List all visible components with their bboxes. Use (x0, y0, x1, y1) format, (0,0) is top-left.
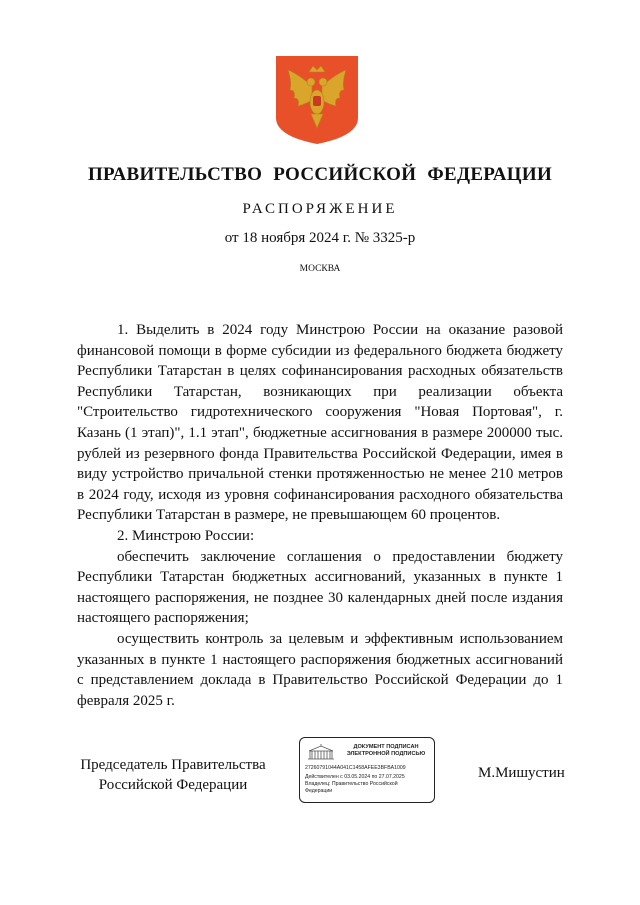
stamp-heading (340, 744, 432, 758)
paragraph-1: 1. Выделить в 2024 году Минстрою России на оказание разовой финансовой помощи в форме субсидии из федерального бюджета бюджету Республики Татарстан в целях софинансирования расходных обязательств Республики Татарстан, возникающих при реализации объекта "Строительство гидротехнического сооружения "Новая Портовая", г. Казань (1 этап)", 1.1 этап", бюджетные ассигнования в размере 200000 тыс. рублей из резервного фонда Правительства Российской Федерации, имея в виду устройство причальной стенки протяженностью не менее 210 метров в 2024 году, исходя из уровня софинансирования расходного обязательства Республики Татарстан в размере, не превышающем 60 процентов. (77, 322, 563, 524)
signer-position (78, 755, 268, 795)
eagle-head-left (307, 78, 315, 86)
paragraph-4: осуществить контроль за целевым и эффективным использованием указанных в пункте 1 настоящего распоряжения бюджетных ассигнований с представлением доклада в Правительство Российской Федерации до 1 февраля 2025 г. (77, 630, 563, 709)
stamp-validity: Действителен с 03.05.2024 по 27.07.2025 (305, 774, 405, 780)
eagle-head-right (319, 78, 327, 86)
paragraph-3: обеспечить заключение соглашения о предоставлении бюджету Республики Татарстан бюджетных ассигнований, указанных в пункте 1 настоящего распоряжения, не позднее 30 календарных дней после издания настоящего распоряжения; (77, 548, 563, 627)
signer-name: М.Мишустин (478, 765, 565, 781)
coat-of-arms-emblem (276, 56, 358, 144)
paragraph-2: 2. Минстрою России: (117, 527, 255, 544)
document-city: МОСКВА (299, 264, 341, 274)
government-building-icon (306, 743, 336, 761)
signer-position-line-2: Российской Федерации (98, 777, 248, 793)
stamp-owner-line-2: Федерации (305, 788, 333, 794)
stamp-certificate: 27260791044A041C1458AFEE3BFBA1009 (305, 765, 406, 771)
document-type: РАСПОРЯЖЕНИЕ (242, 201, 398, 217)
signer-position-line-1: Председатель Правительства (80, 757, 266, 773)
stamp-heading-line-2: ЭЛЕКТРОННОЙ ПОДПИСЬЮ (346, 751, 426, 757)
document-date-number: от 18 ноября 2024 г. № 3325-р (224, 230, 416, 246)
government-title: ПРАВИТЕЛЬСТВО РОССИЙСКОЙ ФЕДЕРАЦИИ (87, 164, 553, 185)
eagle-breast-shield (313, 96, 321, 106)
stamp-heading-line-1: ДОКУМЕНТ ПОДПИСАН (353, 744, 419, 750)
document-body (77, 320, 563, 711)
electronic-signature-stamp (299, 737, 435, 803)
stamp-owner-line-1: Владелец: Правительство Российской (305, 781, 398, 787)
